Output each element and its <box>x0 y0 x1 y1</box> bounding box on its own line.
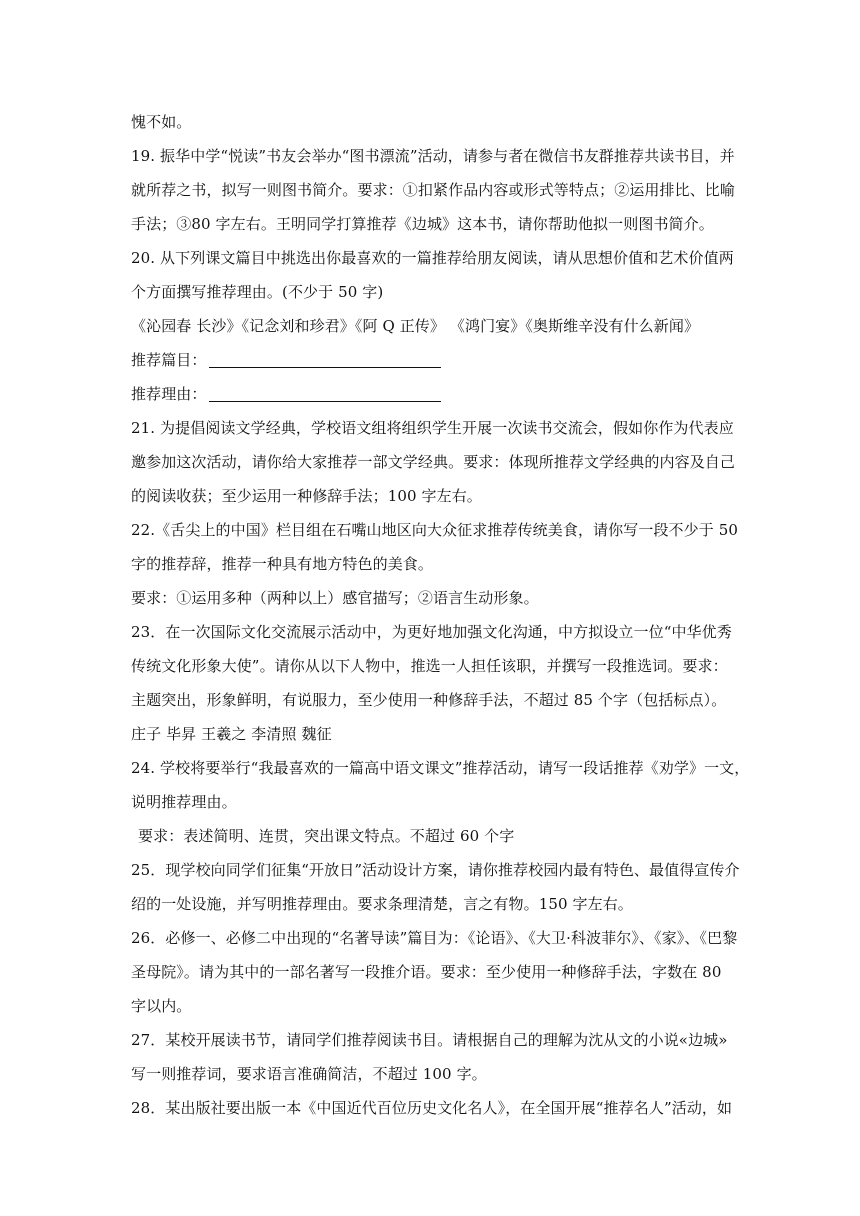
question-21-line: 21. 为提倡阅读文学经典，学校语文组将组织学生开展一次读书交流会，假如你作为代表应 <box>131 419 734 437</box>
text-line: 邀参加这次活动，请你给大家推荐一部文学经典。要求：体现所推荐文学经典的内容及自己 <box>131 453 736 471</box>
text-line: 就所荐之书，拟写一则图书简介。要求：①扣紧作品内容或形式等特点；②运用排比、比喻 <box>131 181 736 199</box>
question-24-line: 24. 学校将要举行“我最喜欢的一篇高中语文课文”推荐活动，请写一段话推荐《劝学》一文， <box>131 759 750 777</box>
question-22-line: 22.《舌尖上的中国》栏目组在石嘴山地区向大众征求推荐传统美食，请你写一段不少于 50 <box>131 521 739 539</box>
text-line: 字的推荐辞，推荐一种具有地方特色的美食。 <box>131 555 434 573</box>
text-line: 要求：①运用多种（两种以上）感官描写；②语言生动形象。 <box>131 589 539 607</box>
question-25-line: 25．现学校向同学们征集“开放日”活动设计方案，请你推荐校园内最有特色、最值得宣传介 <box>131 861 740 879</box>
recommend-title-blank[interactable] <box>209 353 441 368</box>
text-line: 圣母院》。请为其中的一部名著写一段推介语。要求：至少使用一种修辞手法，字数在 80 <box>131 963 722 981</box>
text-line: 个方面撰写推荐理由。(不少于 50 字) <box>131 283 384 301</box>
text-line: 字以内。 <box>131 997 192 1015</box>
text-line: 传统文化形象大使”。请你从以下人物中，推选一人担任该职，并撰写一段推选词。要求： <box>131 657 728 675</box>
question-23-line: 23．在一次国际文化交流展示活动中，为更好地加强文化沟通，中方拟设立一位“中华优秀 <box>131 623 732 641</box>
question-19-line: 19. 振华中学“悦读”书友会举办“图书漂流”活动，请参与者在微信书友群推荐共读书目，并 <box>131 147 735 165</box>
question-26-line: 26．必修一、必修二中出现的“名著导读”篇目为：《论语》、《大卫·科波菲尔》、《家》、《巴黎 <box>131 929 738 947</box>
question-20-line: 20. 从下列课文篇目中挑选出你最喜欢的一篇推荐给朋友阅读，请从思想价值和艺术价值两 <box>131 249 734 267</box>
text-line: 庄子 毕昇 王羲之 李清照 魏征 <box>131 725 332 743</box>
text-line: 的阅读收获；至少运用一种修辞手法；100 字左右。 <box>131 487 482 505</box>
question-27-line: 27．某校开展读书节，请同学们推荐阅读书目。请根据自己的理解为沈从文的小说«边城» <box>131 1031 728 1049</box>
text-line: 绍的一处设施，并写明推荐理由。要求条理清楚，言之有物。150 字左右。 <box>131 895 633 913</box>
text-line: 主题突出，形象鲜明，有说服力，至少使用一种修辞手法，不超过 85 个字（包括标点）。 <box>131 691 727 709</box>
text-line: 说明推荐理由。 <box>131 793 237 811</box>
recommend-reason-label: 推荐理由： <box>131 385 207 403</box>
question-28-line: 28．某出版社要出版一本《中国近代百位历史文化名人》，在全国开展“推荐名人”活动，如 <box>131 1099 733 1117</box>
text-line: 手法；③80 字左右。王明同学打算推荐《边城》这本书，请你帮助他拟一则图书简介。 <box>131 215 714 233</box>
text-line: 《沁园春 长沙》《记念刘和珍君》《阿 Q 正传》 《鸿门宴》《奥斯维辛没有什么新闻》 <box>131 317 700 335</box>
text-line: 愧不如。 <box>131 113 192 131</box>
recommend-reason-blank[interactable] <box>209 387 441 402</box>
recommend-reason-row <box>131 384 741 404</box>
text-line: 要求：表述简明、连贯，突出课文特点。不超过 60 个字 <box>138 827 515 845</box>
recommend-title-label: 推荐篇目： <box>131 351 207 369</box>
recommend-title-row <box>131 350 741 370</box>
text-line: 写一则推荐词，要求语言准确简洁，不超过 100 字。 <box>131 1065 487 1083</box>
